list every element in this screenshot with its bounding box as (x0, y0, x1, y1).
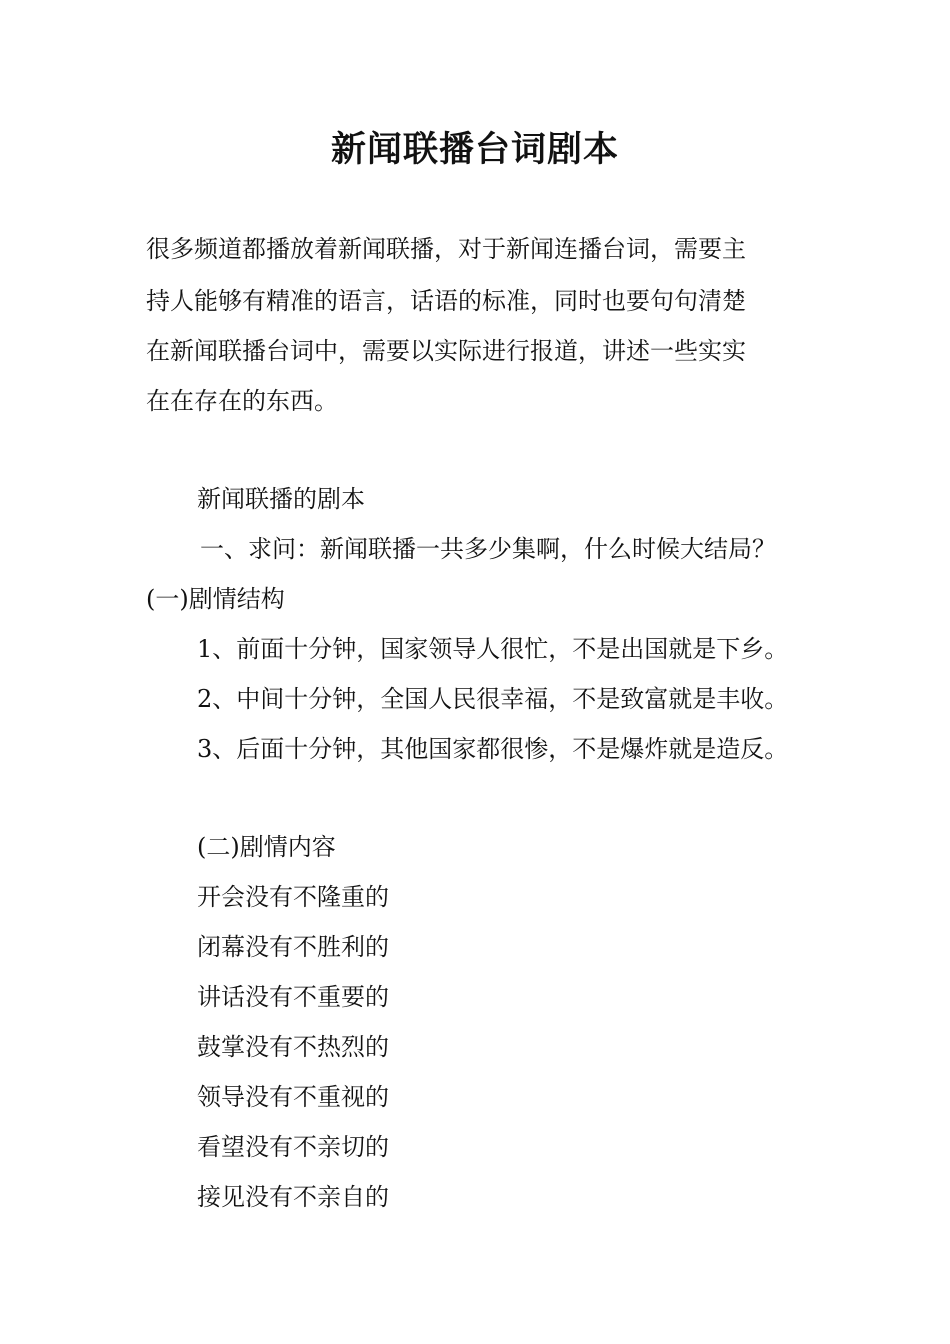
intro-line-1: 很多频道都播放着新闻联播，对于新闻连播台词，需要主 (146, 235, 746, 263)
part2-item: 开会没有不隆重的 (197, 883, 389, 911)
document-title: 新闻联播台词剧本 (330, 130, 619, 170)
intro-line-4: 在在存在的东西。 (146, 387, 338, 415)
part2-heading: (二)剧情内容 (197, 833, 336, 861)
intro-line-2: 持人能够有精准的语言，话语的标准，同时也要句句清楚 (146, 287, 746, 315)
part1-item: 3、后面十分钟，其他国家都很惨，不是爆炸就是造反。 (197, 735, 789, 763)
part2-item: 闭幕没有不胜利的 (197, 933, 389, 961)
part1-heading: (一)剧情结构 (146, 585, 285, 613)
part1-item: 1、前面十分钟，国家领导人很忙，不是出国就是下乡。 (197, 635, 789, 663)
intro-line-3: 在新闻联播台词中，需要以实际进行报道，讲述一些实实 (146, 337, 746, 365)
part2-item: 讲话没有不重要的 (197, 983, 389, 1011)
part2-item: 接见没有不亲自的 (197, 1183, 389, 1211)
part2-item: 鼓掌没有不热烈的 (197, 1033, 389, 1061)
part2-item: 看望没有不亲切的 (197, 1133, 389, 1161)
part1-item: 2、中间十分钟，全国人民很幸福，不是致富就是丰收。 (197, 685, 789, 713)
question-line: 一、求问：新闻联播一共多少集啊，什么时候大结局？ (200, 535, 776, 563)
part2-item: 领导没有不重视的 (197, 1083, 389, 1111)
section-heading: 新闻联播的剧本 (197, 485, 365, 513)
